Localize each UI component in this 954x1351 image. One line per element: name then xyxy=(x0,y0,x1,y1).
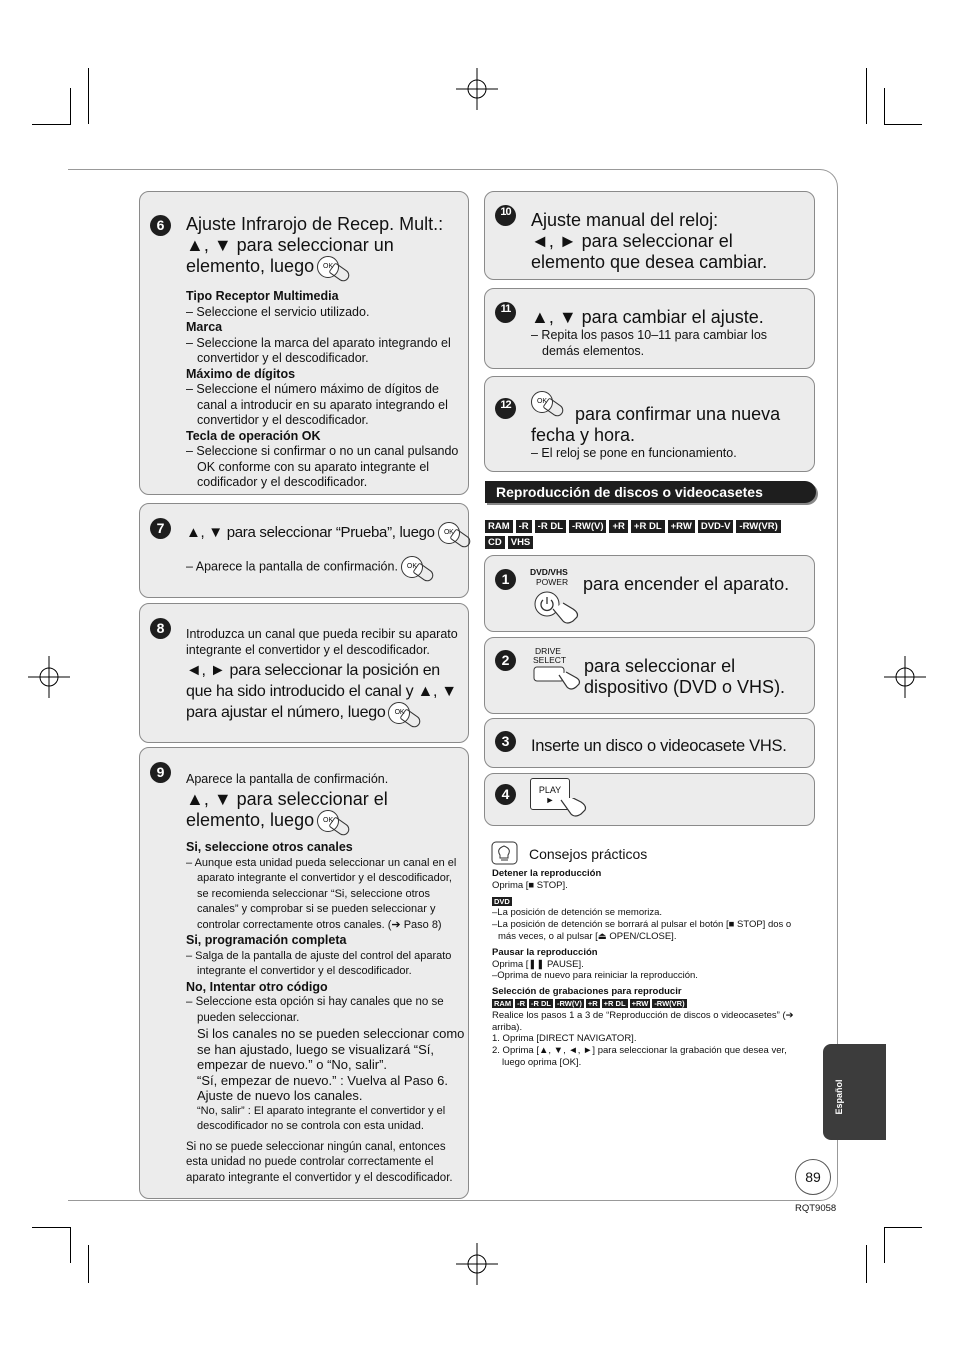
step-title: elemento, luego xyxy=(186,256,315,276)
section-header: Reproducción de discos o videocasetes xyxy=(485,481,816,503)
play-step-1-panel xyxy=(484,555,815,632)
step-text: Inserte un disco o videocasete VHS. xyxy=(531,737,787,755)
tip-text: –La posición de detención se borrará al pulsar el botón [■ STOP] dos o más veces, o al pulsar [⏏ OPEN/CLOSE]. xyxy=(492,919,792,942)
ok-button-icon: OK xyxy=(317,256,339,278)
step-title: ▲, ▼ para seleccionar “Prueba”, luego xyxy=(186,524,435,541)
step-number: 1 xyxy=(495,569,516,590)
tip-heading: Selección de grabaciones para reproducir xyxy=(492,986,682,998)
disc-tag: -R DL xyxy=(531,998,552,1008)
registration-mark xyxy=(456,1243,498,1285)
play-step-4-panel xyxy=(484,773,815,826)
step-11-panel xyxy=(484,288,815,369)
step-10-panel xyxy=(484,191,815,280)
step-title: para confirmar una nueva xyxy=(575,404,781,424)
play-triangle-icon: ► xyxy=(545,795,555,805)
crop-mark xyxy=(866,68,867,124)
ok-button-icon: OK xyxy=(438,522,460,544)
disc-tag: CD xyxy=(485,536,505,549)
step-number: 3 xyxy=(495,731,516,752)
disc-tag: -RW(VR) xyxy=(654,998,685,1008)
step-title: Ajuste Infrarojo de Recep. Mult.: xyxy=(186,214,444,234)
step-title: Ajuste manual del reloj: xyxy=(531,210,719,230)
disc-tag: -RW(VR) xyxy=(736,520,780,533)
step-12-panel xyxy=(484,376,815,472)
tip-text: Realice los pasos 1 a 3 de “Reproducción de discos o videocasetes” (➔ arriba). xyxy=(492,1009,794,1033)
step-body: ◄, ► para seleccionar la posición en que ha sido introducido el canal y ▲, ▼ para ajustar el número, luego xyxy=(186,662,457,722)
disc-type-tags xyxy=(485,517,785,549)
crop-mark xyxy=(88,68,89,124)
play-step-2-panel xyxy=(484,637,815,714)
step-6-panel xyxy=(139,191,469,495)
ok-button-icon: OK xyxy=(531,391,553,413)
ok-button-icon: OK xyxy=(388,702,410,724)
step-footnote: Si no se puede seleccionar ningún canal, entonces esta unidad no puede controlar correctamente el aparato integrante el convertidor y el descodificador. xyxy=(186,1140,453,1184)
disc-tag: +R DL xyxy=(631,520,665,533)
option-text: “Sí, empezar de nuevo.” : Vuelva al Paso 6. Ajuste de nuevo los canales. xyxy=(197,1072,448,1103)
disc-tag: +R DL xyxy=(603,998,626,1008)
button-label: PLAY xyxy=(538,785,562,795)
registration-mark xyxy=(28,656,70,698)
step-number: 10 xyxy=(495,205,516,226)
page-number: 89 xyxy=(795,1159,831,1195)
option-text: – Seleccione esta opción si hay canales que no se pueden seleccionar. xyxy=(186,996,444,1024)
option-text: – Seleccione el servicio utilizado. xyxy=(186,304,370,319)
registration-mark xyxy=(884,656,926,698)
step-title: ▲, ▼ para seleccionar el xyxy=(186,789,388,809)
disc-tag: DVD xyxy=(494,896,510,906)
disc-tag: +RW xyxy=(668,520,695,533)
option-text: Si los canales no se pueden seleccionar como se han ajustado, luego se visualizará “Sí, empezar de nuevo.” o “No, salir”. xyxy=(197,1026,465,1072)
option-heading: No, Intentar otro código xyxy=(186,979,328,994)
step-7-panel xyxy=(139,503,469,598)
step-title: fecha y hora. xyxy=(531,425,636,445)
tip-text: Oprima [❚❚ PAUSE]. xyxy=(492,958,584,970)
step-number: 2 xyxy=(495,650,516,671)
tip-text: Oprima [■ STOP]. xyxy=(492,879,568,891)
step-number: 12 xyxy=(495,398,516,419)
step-number: 9 xyxy=(150,762,171,783)
step-text: para encender el aparato. xyxy=(583,574,790,594)
option-heading: Si, programación completa xyxy=(186,933,347,947)
step-9-panel xyxy=(139,747,469,1199)
step-8-panel xyxy=(139,603,469,743)
step-note: – Repita los pasos 10–11 para cambiar los demás elementos. xyxy=(531,328,768,358)
tip-text: 2. Oprima [▲, ▼, ◄, ►] para seleccionar la grabación que desea ver, luego oprima [OK]. xyxy=(492,1045,787,1068)
tip-text: –Oprima de nuevo para reiniciar la reproducción. xyxy=(492,970,698,982)
crop-mark xyxy=(32,1227,70,1228)
disc-tag: +R xyxy=(609,520,627,533)
button-label: POWER xyxy=(536,577,569,587)
option-text: – Seleccione si confirmar o no un canal pulsando OK conforme con su aparato integrante el codificador y el descodificador. xyxy=(186,444,459,489)
step-title: ▲, ▼ para seleccionar un xyxy=(186,235,394,255)
disc-tag: VHS xyxy=(508,536,534,549)
button-label: SELECT xyxy=(533,655,567,665)
tip-text: 1. Oprima [DIRECT NAVIGATOR]. xyxy=(492,1033,637,1045)
disc-tag: -R xyxy=(516,520,532,533)
option-text: – Aunque esta unidad pueda seleccionar un canal en el aparato integrante el convertidor y el descodificador, se recomienda seleccionar “Si, seleccione otros canales” y comprobar si se pueden seleccionar y controlar correctamente otros canales. (➔ Paso 8) xyxy=(186,856,457,931)
disc-tag: -RW(V) xyxy=(569,520,606,533)
tip-heading: Pausar la reproducción xyxy=(492,946,598,958)
option-heading: Marca xyxy=(186,320,223,334)
disc-tag: RAM xyxy=(494,998,512,1008)
tips-title: Consejos prácticos xyxy=(529,846,648,862)
option-heading: Tecla de operación OK xyxy=(186,428,321,443)
step-number: 7 xyxy=(150,518,171,539)
option-heading: Máximo de dígitos xyxy=(186,366,296,381)
disc-type-tags xyxy=(492,998,802,1010)
step-title: ▲, ▼ para cambiar el ajuste. xyxy=(531,307,764,327)
step-number: 11 xyxy=(495,302,516,323)
step-intro: Aparece la pantalla de confirmación. xyxy=(186,772,389,786)
option-heading: Si, seleccione otros canales xyxy=(186,840,353,854)
option-text: – Seleccione el número máximo de dígitos de canal a introducir en su aparato integrando el convertidor y el descodificador. xyxy=(186,382,448,427)
tip-heading: Detener la reproducción xyxy=(492,868,602,879)
crop-mark xyxy=(70,1227,71,1263)
crop-mark xyxy=(884,124,922,125)
crop-mark xyxy=(884,1227,922,1228)
drive-select-button-icon xyxy=(531,665,581,695)
step-note: – Aparece la pantalla de confirmación. xyxy=(186,559,398,574)
step-text: para seleccionar el xyxy=(584,656,736,676)
option-text: “No, salir” : El aparato integrante el convertidor y el descodificador no se controla con esta unidad. xyxy=(197,1104,446,1132)
crop-mark xyxy=(884,88,885,125)
disc-tag: +R xyxy=(587,998,598,1008)
language-label: Español xyxy=(834,1079,844,1115)
ok-button-icon: OK xyxy=(317,810,339,832)
document-code: RQT9058 xyxy=(795,1203,837,1214)
step-number: 6 xyxy=(150,215,171,236)
button-label: DVD/VHS xyxy=(530,567,568,577)
step-number: 4 xyxy=(495,784,516,805)
crop-mark xyxy=(88,1245,89,1283)
play-step-3-panel xyxy=(484,718,815,768)
disc-tag: RAM xyxy=(485,520,513,533)
disc-tag: +RW xyxy=(631,998,649,1008)
crop-mark xyxy=(70,88,71,125)
registration-mark xyxy=(456,68,498,110)
crop-mark xyxy=(884,1227,885,1263)
step-title: ◄, ► para seleccionar el xyxy=(531,231,733,251)
option-heading: Tipo Receptor Multimedia xyxy=(186,289,339,303)
step-title: elemento, luego xyxy=(186,810,315,830)
step-note: – El reloj se pone en funcionamiento. xyxy=(531,446,737,460)
button-label: DRIVE xyxy=(535,646,561,656)
disc-tag: -RW(V) xyxy=(557,998,582,1008)
tip-text: –La posición de detención se memoriza. xyxy=(492,907,663,919)
lightbulb-icon xyxy=(491,841,519,865)
option-text: – Seleccione la marca del aparato integrando el convertidor y el descodificador. xyxy=(186,335,451,365)
step-intro: Introduzca un canal que pueda recibir su aparato integrante el convertidor y el descodificador. xyxy=(186,627,458,657)
crop-mark xyxy=(866,1245,867,1283)
disc-tag: -R DL xyxy=(535,520,566,533)
crop-mark xyxy=(32,124,70,125)
step-text: dispositivo (DVD o VHS). xyxy=(584,677,786,697)
step-number: 8 xyxy=(150,618,171,639)
ok-button-icon: OK xyxy=(401,556,423,578)
option-text: – Salga de la pantalla de ajuste del control del aparato integrante el convertidor y el descodificador. xyxy=(186,949,452,977)
language-tab xyxy=(823,1044,886,1140)
finger-press-icon xyxy=(559,798,591,822)
disc-tag: -R xyxy=(517,998,526,1008)
step-title: elemento que desea cambiar. xyxy=(531,252,768,272)
power-button-icon xyxy=(531,589,581,627)
disc-tag: DVD-V xyxy=(698,520,734,533)
